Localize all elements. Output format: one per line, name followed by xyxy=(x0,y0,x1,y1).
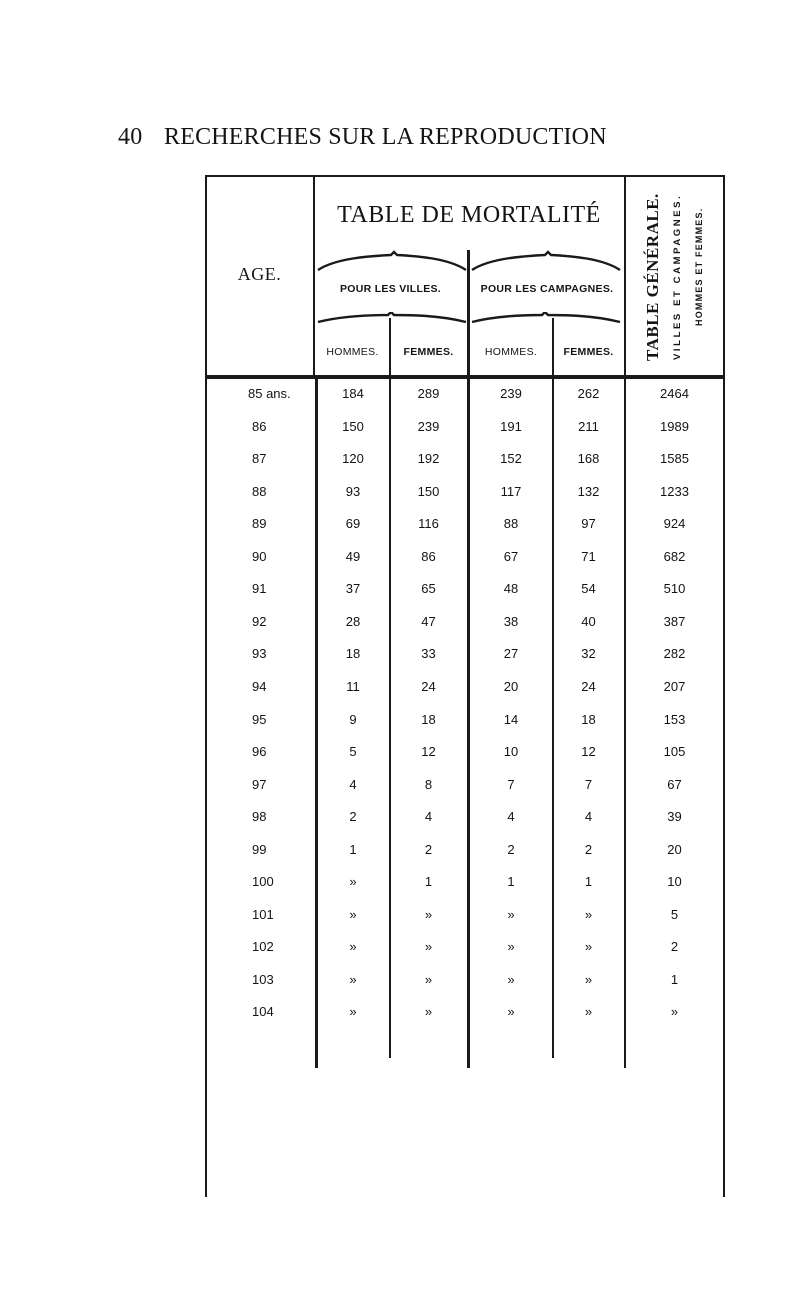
cell-hommes-campagnes: » xyxy=(507,907,515,922)
cell-femmes-villes: 65 xyxy=(421,581,436,596)
running-title: RECHERCHES SUR LA REPRODUCTION xyxy=(164,124,607,150)
cell-femmes-campagnes: 168 xyxy=(577,451,600,466)
cell-hommes-villes: 1 xyxy=(349,842,357,857)
cell-age: 87 xyxy=(252,451,267,466)
general-header-line3: HOMMES ET FEMMES. xyxy=(694,207,704,327)
cell-femmes-campagnes: 262 xyxy=(577,386,600,401)
cell-hommes-campagnes: 88 xyxy=(503,516,519,531)
age-header: AGE. xyxy=(237,264,282,284)
cell-femmes-villes: 86 xyxy=(421,549,436,564)
cell-hommes-villes: 2 xyxy=(349,809,357,824)
cell-femmes-campagnes: 1 xyxy=(584,874,593,889)
brace-campagnes xyxy=(470,312,622,324)
cell-age: 101 xyxy=(252,907,274,922)
cell-hommes-villes: 120 xyxy=(342,451,364,466)
col-femmes-villes: FEMMES. xyxy=(403,346,454,358)
cell-age: 92 xyxy=(252,614,267,629)
cell-age: 103 xyxy=(252,972,274,987)
table-top-rule xyxy=(205,175,725,177)
cell-hommes-campagnes: » xyxy=(507,972,515,987)
cell-age: 97 xyxy=(252,777,267,792)
cell-hommes-campagnes: 2 xyxy=(507,842,515,857)
cell-hommes-campagnes: 20 xyxy=(503,679,519,694)
cell-general: 1 xyxy=(670,972,679,987)
cell-femmes-villes: 289 xyxy=(417,386,440,401)
cell-hommes-campagnes: 14 xyxy=(503,712,519,727)
cell-general: 387 xyxy=(663,614,686,629)
cell-general: 2 xyxy=(670,939,679,954)
cell-hommes-villes: 4 xyxy=(349,777,357,792)
table-title: TABLE DE MORTALITÉ xyxy=(337,202,601,228)
cell-hommes-villes: 49 xyxy=(345,549,361,564)
cell-general: 207 xyxy=(663,679,686,694)
cell-hommes-campagnes: 117 xyxy=(500,484,522,499)
cell-femmes-villes: 47 xyxy=(421,614,436,629)
cell-general: 5 xyxy=(670,907,679,922)
col-femmes-campagnes: FEMMES. xyxy=(563,346,614,358)
cell-femmes-villes: 192 xyxy=(417,451,440,466)
brace-title-campagnes xyxy=(470,250,622,272)
cell-age: 85 ans. xyxy=(248,386,291,401)
cell-femmes-campagnes: 24 xyxy=(581,679,596,694)
cell-general: 67 xyxy=(667,777,682,792)
cell-age: 99 xyxy=(252,842,267,857)
cell-general: 1233 xyxy=(660,484,689,499)
cell-age: 96 xyxy=(252,744,267,759)
cell-hommes-villes: 37 xyxy=(345,581,361,596)
cell-femmes-villes: 116 xyxy=(418,516,439,531)
cell-femmes-campagnes: 7 xyxy=(584,777,593,792)
cell-femmes-villes: 18 xyxy=(421,712,436,727)
group-campagnes-label: POUR LES CAMPAGNES. xyxy=(480,283,614,295)
table-right-rule xyxy=(723,175,725,1197)
cell-hommes-villes: » xyxy=(349,874,357,889)
table-left-rule xyxy=(205,175,207,1197)
cell-general: 10 xyxy=(667,874,682,889)
page-number: 40 xyxy=(118,124,143,150)
cell-hommes-villes: 28 xyxy=(345,614,361,629)
cell-femmes-campagnes: 97 xyxy=(581,516,596,531)
general-header-line2: VILLES ET CAMPAGNES. xyxy=(672,193,683,361)
col-hommes-campagnes: HOMMES. xyxy=(484,346,538,358)
cell-hommes-campagnes: » xyxy=(507,939,515,954)
cell-age: 98 xyxy=(252,809,267,824)
cell-femmes-campagnes: 40 xyxy=(581,614,596,629)
cell-general: 924 xyxy=(663,516,686,531)
cell-femmes-villes: 150 xyxy=(417,484,440,499)
cell-hommes-campagnes: 10 xyxy=(503,744,519,759)
cell-femmes-campagnes: 54 xyxy=(581,581,596,596)
cell-femmes-villes: » xyxy=(424,972,433,987)
cell-age: 91 xyxy=(252,581,267,596)
cell-femmes-campagnes: 132 xyxy=(577,484,600,499)
cell-femmes-campagnes: » xyxy=(584,907,593,922)
cell-age: 104 xyxy=(252,1004,274,1019)
cell-hommes-villes: » xyxy=(349,907,357,922)
cell-age: 100 xyxy=(252,874,274,889)
cell-hommes-campagnes: 67 xyxy=(503,549,519,564)
cell-age: 89 xyxy=(252,516,267,531)
cell-age: 90 xyxy=(252,549,267,564)
cell-age: 86 xyxy=(252,419,267,434)
cell-femmes-villes: 2 xyxy=(424,842,433,857)
cell-hommes-villes: 18 xyxy=(345,646,361,661)
cell-general: 153 xyxy=(663,712,686,727)
cell-hommes-campagnes: 1 xyxy=(507,874,515,889)
cell-femmes-villes: » xyxy=(424,1004,433,1019)
cell-hommes-campagnes: 4 xyxy=(507,809,515,824)
cell-hommes-campagnes: » xyxy=(507,1004,515,1019)
cell-hommes-campagnes: 7 xyxy=(507,777,515,792)
cell-femmes-campagnes: 32 xyxy=(581,646,596,661)
cell-femmes-campagnes: 71 xyxy=(581,549,596,564)
cell-femmes-villes: 8 xyxy=(424,777,433,792)
cell-femmes-villes: 24 xyxy=(421,679,436,694)
general-column-rule-upper xyxy=(624,175,626,377)
cell-hommes-villes: » xyxy=(349,972,357,987)
cell-general: 1989 xyxy=(660,419,689,434)
cell-hommes-villes: 93 xyxy=(345,484,361,499)
cell-femmes-campagnes: 4 xyxy=(584,809,593,824)
cell-femmes-campagnes: 12 xyxy=(581,744,596,759)
brace-title-villes xyxy=(316,250,468,272)
cell-general: 105 xyxy=(663,744,686,759)
group-villes-label: POUR LES VILLES. xyxy=(339,283,442,295)
cell-hommes-campagnes: 27 xyxy=(503,646,519,661)
cell-general: 39 xyxy=(667,809,682,824)
cell-femmes-campagnes: » xyxy=(584,972,593,987)
cell-general: 1585 xyxy=(660,451,689,466)
cell-general: 682 xyxy=(663,549,686,564)
cell-general: 282 xyxy=(663,646,686,661)
cell-hommes-villes: 5 xyxy=(349,744,357,759)
cell-femmes-villes: 12 xyxy=(421,744,436,759)
cell-hommes-villes: » xyxy=(349,1004,357,1019)
general-header-line1: TABLE GÉNÉRALE. xyxy=(643,193,662,361)
cell-age: 102 xyxy=(252,939,274,954)
cell-hommes-villes: 184 xyxy=(342,386,364,401)
cell-femmes-villes: » xyxy=(424,907,433,922)
cell-femmes-villes: 33 xyxy=(421,646,436,661)
cell-general: 510 xyxy=(663,581,686,596)
col-hommes-villes: HOMMES. xyxy=(326,346,379,358)
cell-age: 95 xyxy=(252,712,267,727)
cell-hommes-campagnes: 38 xyxy=(503,614,519,629)
cell-hommes-campagnes: 48 xyxy=(503,581,519,596)
cell-femmes-campagnes: » xyxy=(584,1004,593,1019)
cell-femmes-villes: 1 xyxy=(424,874,433,889)
cell-hommes-villes: 11 xyxy=(346,679,360,694)
cell-hommes-villes: 9 xyxy=(349,712,357,727)
cell-femmes-campagnes: 211 xyxy=(578,419,599,434)
cell-femmes-villes: 4 xyxy=(424,809,433,824)
cell-femmes-campagnes: 2 xyxy=(584,842,593,857)
cell-hommes-campagnes: 152 xyxy=(500,451,522,466)
cell-femmes-campagnes: 18 xyxy=(581,712,596,727)
cell-age: 94 xyxy=(252,679,267,694)
header-bottom-rule xyxy=(205,375,725,379)
cell-hommes-villes: 69 xyxy=(345,516,361,531)
cell-age: 88 xyxy=(252,484,267,499)
cell-hommes-campagnes: 239 xyxy=(500,386,522,401)
cell-general: » xyxy=(670,1004,679,1019)
cell-femmes-campagnes: » xyxy=(584,939,593,954)
cell-general: 2464 xyxy=(660,386,689,401)
cell-femmes-villes: 239 xyxy=(417,419,440,434)
cell-age: 93 xyxy=(252,646,267,661)
cell-hommes-villes: 150 xyxy=(342,419,364,434)
cell-femmes-villes: » xyxy=(424,939,433,954)
cell-hommes-villes: » xyxy=(349,939,357,954)
cell-general: 20 xyxy=(667,842,682,857)
cell-hommes-campagnes: 191 xyxy=(500,419,522,434)
brace-villes xyxy=(316,312,468,324)
